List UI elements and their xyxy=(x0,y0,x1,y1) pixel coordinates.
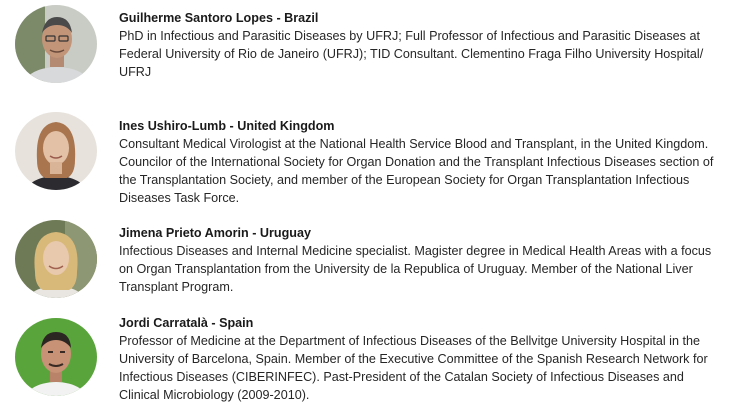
speaker-bio: Infectious Diseases and Internal Medicine specialist. Magister degree in Medical Health Areas with a focus on Organ Transplantation from the University de la Republica of Uruguay. Member of the National Liver Transplant Program. xyxy=(119,244,712,294)
avatar xyxy=(15,220,97,298)
speaker-bio: Consultant Medical Virologist at the National Health Service Blood and Transplant, in the United Kingdom. Councilor of the International Society for Organ Donation and the Transplant Infectious Diseases section of the Transplantation Society, and member of the European Society for Organ Transplantation Infectious Diseases Task Force. xyxy=(119,137,714,205)
speaker-name: Jimena Prieto Amorin - Uruguay xyxy=(119,226,311,240)
speaker-name: Guilherme Santoro Lopes - Brazil xyxy=(119,11,319,25)
speaker-name: Ines Ushiro-Lumb - United Kingdom xyxy=(119,119,335,133)
avatar xyxy=(15,112,97,190)
speaker-bio: PhD in Infectious and Parasitic Diseases by UFRJ; Full Professor of Infectious and Parasitic Diseases at Federal University of Rio de Janeiro (UFRJ); TID Consultant. Clementino Fraga Filho University Hospital/ UFRJ xyxy=(119,29,704,79)
avatar xyxy=(15,5,97,83)
speaker-name: Jordi Carratalà - Spain xyxy=(119,316,254,330)
avatar xyxy=(15,318,97,396)
speaker-bio: Professor of Medicine at the Department of Infectious Diseases of the Bellvitge University Hospital in the University of Barcelona, Spain. Member of the Executive Committee of the Spanish Research Network for Infectious Diseases (CIBERINFEC). Past-President of the Catalan Society of Infectious Diseases and Clinical Microbiology (2009-2010). xyxy=(119,334,708,402)
